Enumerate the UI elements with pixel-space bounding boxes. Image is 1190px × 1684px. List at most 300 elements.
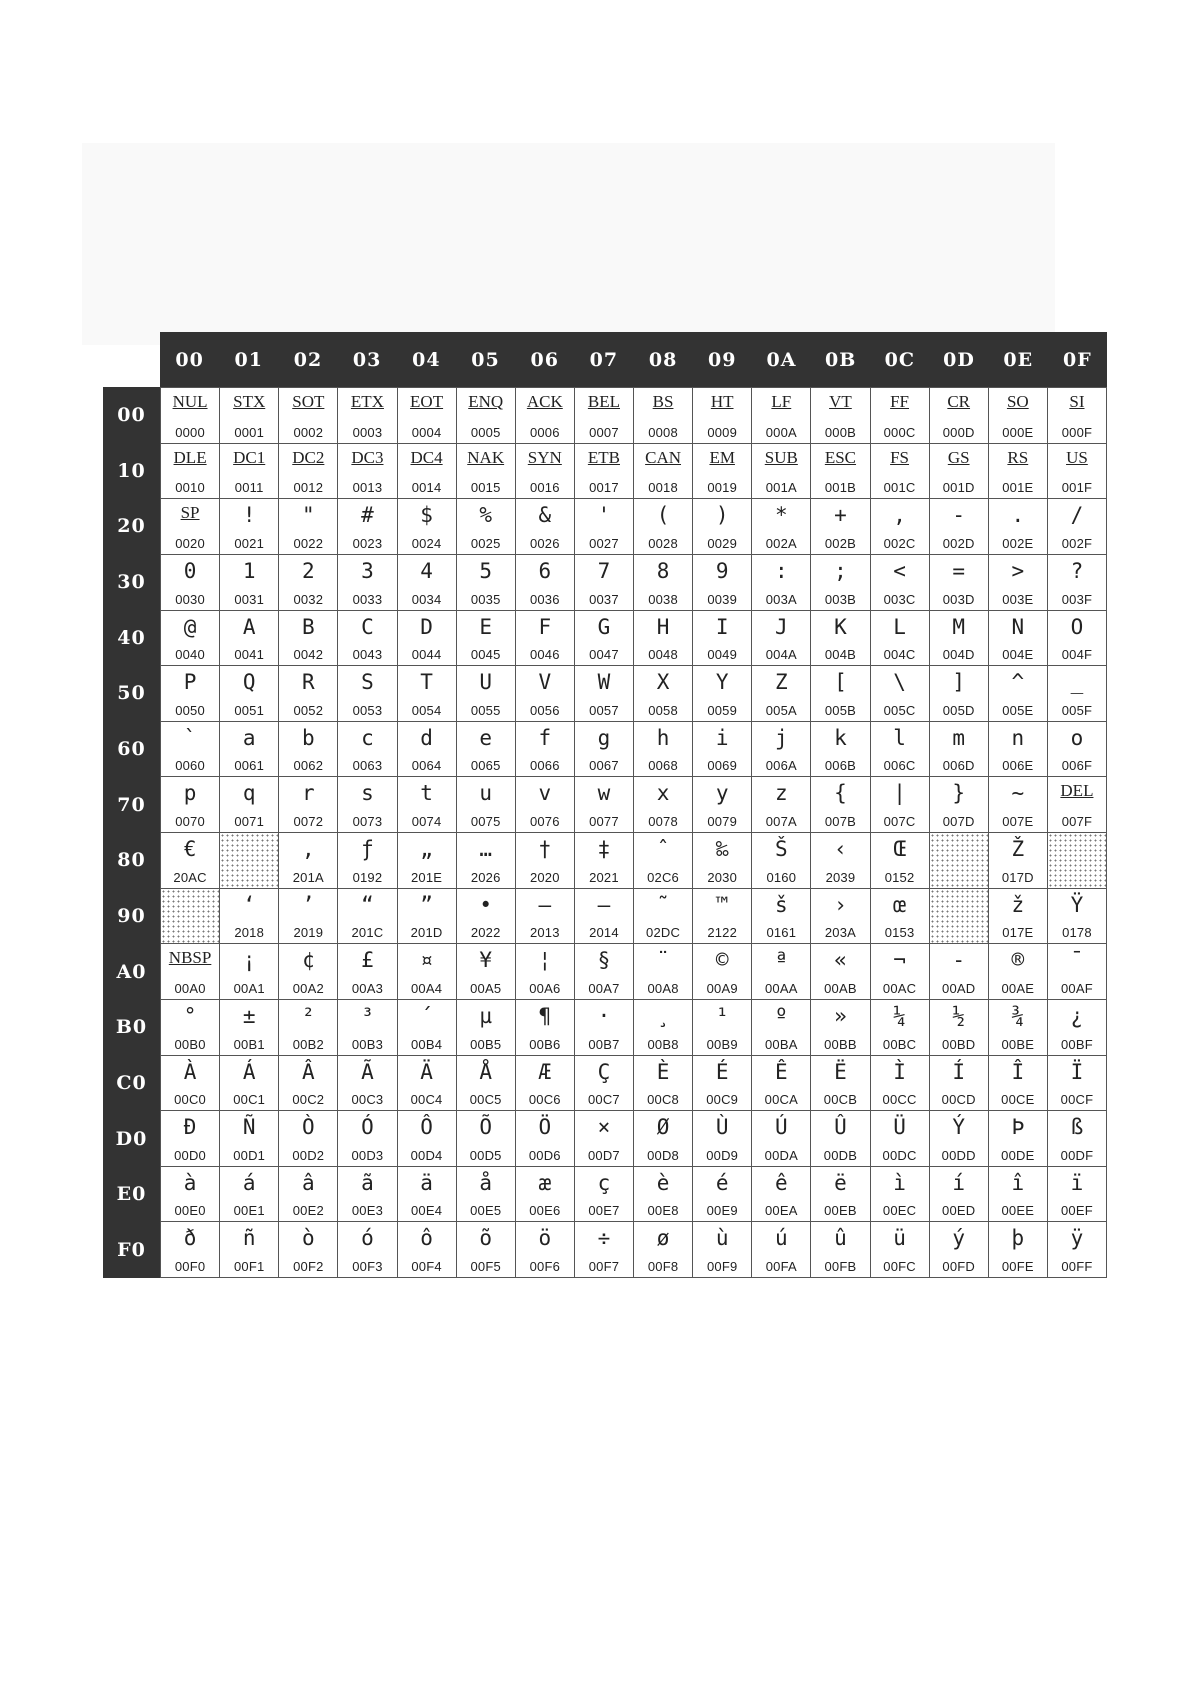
char-glyph: ¬ [893,948,906,973]
char-code: 00C6 [528,1092,561,1108]
char-cell [575,555,634,611]
char-code: 00A3 [351,980,384,996]
char-glyph: ß [1070,1115,1084,1140]
char-cell [457,666,516,722]
char-code: 00C3 [351,1092,384,1108]
char-cell [693,1056,752,1112]
char-glyph: „ [420,837,433,861]
char-cell [752,889,811,945]
char-cell [811,1167,870,1223]
char-glyph: 8 [656,558,670,583]
char-cell [575,889,634,945]
char-glyph: Ç [597,1059,611,1084]
char-glyph: I [715,614,729,639]
column-header: 01 [234,348,263,371]
char-cell [220,889,279,945]
char-cell [1048,1167,1107,1223]
char-cell [279,944,338,1000]
char-glyph: t [420,781,433,806]
char-code: 0161 [766,925,797,941]
char-glyph: : [774,558,788,583]
char-cell [398,1167,457,1223]
char-code: 00D6 [528,1147,561,1163]
char-cell [752,944,811,1000]
char-glyph: $ [420,503,433,528]
char-code: 005F [1061,702,1093,718]
char-cell [930,777,989,833]
char-code: 0063 [352,758,383,774]
char-code: 00E1 [233,1203,265,1219]
char-glyph: Þ [1011,1115,1025,1140]
char-glyph: · [597,1003,611,1028]
char-code: 0071 [234,814,265,829]
char-cell [871,944,930,1000]
char-cell [220,1111,279,1167]
char-glyph: ¼ [893,1003,906,1028]
char-code: 0004 [411,424,442,440]
char-cell [930,388,989,444]
char-cell [516,611,575,667]
char-glyph: SO [1006,392,1029,411]
char-glyph: Œ [893,837,906,861]
char-code: 00F5 [470,1259,501,1274]
char-glyph: × [597,1115,611,1140]
char-code: 00DB [823,1147,858,1163]
char-code: 00EE [1001,1203,1035,1219]
char-cell [516,777,575,833]
char-glyph: • [479,892,493,917]
char-cell [338,555,397,611]
char-code: 007B [824,814,857,829]
char-code: 00B3 [351,1036,384,1052]
char-code: 00D9 [706,1147,739,1163]
char-glyph: 2 [301,558,315,583]
char-glyph: ESC [824,447,857,467]
char-cell [811,889,870,945]
char-code: 00ED [942,1203,976,1219]
char-glyph: ª [774,948,788,973]
char-code: 00C8 [647,1092,679,1108]
char-code: 0160 [766,869,797,885]
char-glyph: 5 [479,558,493,583]
char-code: 00CC [882,1092,917,1108]
char-code: 002E [1002,535,1034,551]
char-code: 0012 [293,480,324,496]
char-code: 006D [942,758,975,774]
char-glyph: ` [183,725,197,750]
char-code: 02C6 [647,869,679,885]
char-code: 00FA [765,1259,797,1274]
char-code: 002B [824,535,857,551]
char-glyph: ‚ [301,837,315,861]
char-cell [575,722,634,778]
char-cell [871,833,930,889]
char-glyph: Û [834,1115,847,1140]
char-glyph: È [656,1059,670,1084]
char-glyph: CAN [645,447,682,467]
char-glyph: … [479,837,493,861]
char-glyph: ” [420,892,433,917]
char-cell [989,944,1048,1000]
char-code: 005A [765,702,797,718]
char-cell [811,611,870,667]
codepage-grid [160,387,1107,1278]
char-glyph: ¨ [656,948,670,973]
char-cell [398,1056,457,1112]
char-cell [634,889,693,945]
char-cell [338,889,397,945]
row-header: 80 [117,849,146,872]
char-cell [634,499,693,555]
char-code: 00C1 [233,1092,266,1108]
char-cell [516,1000,575,1056]
char-glyph: Õ [479,1115,493,1140]
char-cell [398,833,457,889]
char-glyph: D [420,614,433,639]
char-code: 0069 [707,758,738,774]
char-cell [338,1222,397,1278]
char-glyph: Ö [538,1115,552,1140]
char-code: 2018 [234,925,265,941]
char-glyph: LF [771,392,792,411]
char-code: 2022 [470,925,501,941]
char-glyph: Ø [656,1115,670,1140]
column-header: 02 [293,348,323,371]
char-cell [279,722,338,778]
char-glyph: ( [656,503,670,528]
char-code: 002C [883,535,916,551]
char-code: 00B7 [588,1036,620,1052]
char-glyph: þ [1011,1226,1025,1251]
char-glyph: N [1011,614,1025,639]
char-cell [634,1167,693,1223]
char-glyph: ] [952,670,966,695]
char-cell [575,1000,634,1056]
char-code: 0065 [470,758,501,774]
char-glyph: 3 [361,558,374,583]
char-cell [634,611,693,667]
char-code: 00F2 [293,1259,324,1274]
char-glyph: ENQ [468,392,504,411]
char-cell [634,944,693,1000]
char-glyph: Ÿ [1070,892,1084,917]
char-code: 00FB [824,1259,857,1274]
char-code: 001B [824,480,857,496]
char-code: 0007 [589,424,619,440]
char-code: 005E [1002,702,1034,718]
char-cell [338,722,397,778]
char-glyph: š [774,892,788,917]
char-cell [279,889,338,945]
char-code: 0014 [411,480,442,496]
char-glyph: < [893,558,906,583]
char-cell [575,499,634,555]
char-cell [575,1056,634,1112]
char-cell [161,777,220,833]
char-glyph: , [893,503,906,528]
char-code: 0011 [234,480,264,496]
char-cell [398,388,457,444]
column-header: 03 [352,348,382,371]
char-glyph: ¤ [420,948,433,973]
char-code: 004C [883,647,916,663]
char-cell [989,833,1048,889]
undefined-cell [930,833,989,889]
char-cell [811,1000,870,1056]
char-glyph: Q [242,670,256,695]
char-glyph: Â [301,1059,315,1084]
char-code: 002F [1061,535,1093,551]
char-code: 0054 [411,702,442,718]
char-cell [398,611,457,667]
char-cell [871,499,930,555]
char-cell [871,1111,930,1167]
char-code: 006F [1061,758,1093,774]
char-code: 2013 [529,925,560,941]
char-code: 00DA [764,1147,798,1163]
char-glyph: ¥ [479,948,493,973]
char-glyph: ¶ [538,1003,552,1028]
char-glyph: æ [538,1170,552,1195]
char-code: 00E8 [647,1203,679,1219]
char-cell [338,1056,397,1112]
char-glyph: É [715,1059,729,1084]
char-cell [693,611,752,667]
char-cell [811,1056,870,1112]
char-cell [516,1111,575,1167]
char-cell [161,499,220,555]
char-code: 001A [765,480,797,496]
char-cell [279,1111,338,1167]
char-glyph: 9 [715,558,729,583]
char-code: 0017 [589,480,619,496]
char-code: 201D [410,925,443,941]
char-cell [161,666,220,722]
char-cell [693,777,752,833]
char-cell [398,666,457,722]
char-glyph: Ü [893,1115,906,1140]
row-header: 90 [117,905,146,928]
char-glyph: DC2 [292,447,325,467]
char-glyph: ¾ [1011,1003,1025,1028]
char-code: 0032 [293,591,324,607]
char-code: 00F0 [174,1259,206,1274]
char-cell [1048,388,1107,444]
row-header: A0 [116,960,147,983]
char-code: 00E5 [470,1203,502,1219]
char-glyph: n [1011,725,1025,750]
char-code: 0075 [470,814,501,829]
char-cell [279,611,338,667]
char-cell [575,1222,634,1278]
char-cell [161,1056,220,1112]
char-cell [220,388,279,444]
char-glyph: Ž [1011,837,1025,861]
char-cell [516,944,575,1000]
char-cell [752,1222,811,1278]
undefined-cell [220,833,279,889]
char-cell [220,666,279,722]
char-glyph: * [774,503,788,528]
char-code: 00D5 [469,1147,502,1163]
char-glyph: J [774,614,788,639]
char-glyph: CR [947,392,971,411]
char-glyph: € [183,837,197,861]
char-cell [693,499,752,555]
char-cell [930,1111,989,1167]
char-glyph: Æ [538,1059,552,1084]
char-cell [930,944,989,1000]
char-cell [930,1222,989,1278]
char-code: 00BC [882,1036,917,1052]
column-header: 0F [1063,348,1092,371]
char-glyph: Ó [361,1115,374,1140]
char-glyph: ƒ [361,837,374,861]
char-cell [1048,1000,1107,1056]
char-glyph: ¦ [538,948,552,973]
char-cell [871,666,930,722]
char-glyph: A [242,614,256,639]
row-header: 60 [117,737,146,760]
char-glyph: @ [183,614,197,639]
char-code: 006B [824,758,857,774]
char-code: 0016 [529,480,560,496]
char-glyph: X [656,670,670,695]
char-glyph: Ã [361,1059,374,1084]
char-cell [1048,777,1107,833]
char-cell [930,1167,989,1223]
char-code: 00FD [942,1259,975,1274]
char-glyph: Ú [774,1115,788,1140]
char-cell [457,1111,516,1167]
char-cell [398,889,457,945]
char-glyph: | [893,781,906,806]
char-cell [161,1167,220,1223]
char-code: 0058 [648,702,678,718]
char-glyph: 1 [242,558,256,583]
char-glyph: û [834,1226,847,1251]
char-cell [989,499,1048,555]
char-code: 017E [1002,925,1034,941]
char-code: 00C9 [706,1092,739,1108]
char-code: 0025 [470,535,501,551]
char-cell [1048,1111,1107,1167]
char-glyph: ï [1070,1170,1084,1195]
char-glyph: O [1070,614,1084,639]
char-glyph: C [361,614,374,639]
char-cell [989,1111,1048,1167]
char-code: 00DC [882,1147,917,1163]
char-code: 0034 [411,591,442,607]
char-glyph: " [301,503,315,528]
char-glyph: À [183,1059,197,1084]
char-code: 005D [942,702,975,718]
char-code: 0021 [234,535,265,551]
char-glyph: FS [890,447,910,467]
char-glyph: Å [479,1059,493,1084]
char-code: 00FE [1001,1259,1034,1274]
char-glyph: r [301,781,315,806]
char-glyph: NAK [467,447,505,467]
char-code: 0043 [352,647,383,663]
char-cell [989,444,1048,500]
char-cell [575,1111,634,1167]
char-cell [457,444,516,500]
char-glyph: SP [180,503,200,523]
char-code: 0041 [234,647,265,663]
char-glyph: ¹ [715,1003,729,1028]
char-cell [811,555,870,611]
char-cell [220,1222,279,1278]
char-code: 00AA [765,980,798,996]
char-cell [457,388,516,444]
char-code: 00C7 [587,1092,620,1108]
char-cell [871,444,930,500]
char-code: 000A [765,424,797,440]
char-glyph: SI [1069,392,1085,411]
char-cell [1048,611,1107,667]
char-cell [871,555,930,611]
char-code: 00BF [1061,1036,1093,1052]
char-glyph: BS [652,392,674,411]
char-code: 00A2 [292,980,324,996]
column-header: 05 [471,348,500,371]
char-code: 003A [765,591,797,607]
char-cell [338,611,397,667]
char-cell [871,1167,930,1223]
char-glyph: e [479,725,493,750]
char-code: 00C4 [410,1092,443,1108]
char-code: 0059 [707,702,738,718]
char-code: 00A4 [410,980,443,996]
char-code: 0036 [529,591,560,607]
char-code: 00E0 [174,1203,206,1219]
char-code: 0078 [648,814,678,829]
char-cell [161,388,220,444]
column-header: 09 [708,348,737,371]
char-glyph: Ë [834,1059,847,1084]
char-code: 00C0 [174,1092,206,1108]
char-cell [279,777,338,833]
char-cell [634,666,693,722]
char-code: 004B [824,647,857,663]
char-code: 2039 [825,869,856,885]
char-glyph: P [183,670,197,695]
char-code: 003D [942,591,975,607]
char-code: 0013 [352,480,383,496]
char-glyph: © [715,948,729,973]
char-cell [752,833,811,889]
char-cell [989,1000,1048,1056]
char-code: 0051 [234,702,265,718]
char-cell [279,1222,338,1278]
char-code: 00DE [1001,1147,1035,1163]
char-cell [634,777,693,833]
char-code: 00EF [1061,1203,1093,1219]
char-glyph: \ [893,670,906,695]
row-header: 50 [117,682,146,705]
char-cell [161,722,220,778]
row-header: F0 [117,1239,146,1262]
char-glyph: SOT [292,392,325,411]
char-glyph: S [361,670,374,695]
char-cell [516,388,575,444]
char-glyph: RS [1007,447,1029,467]
char-code: 00CA [764,1092,798,1108]
char-glyph: NUL [172,392,208,411]
char-glyph: ¸ [656,1003,670,1028]
char-glyph: à [183,1170,197,1195]
